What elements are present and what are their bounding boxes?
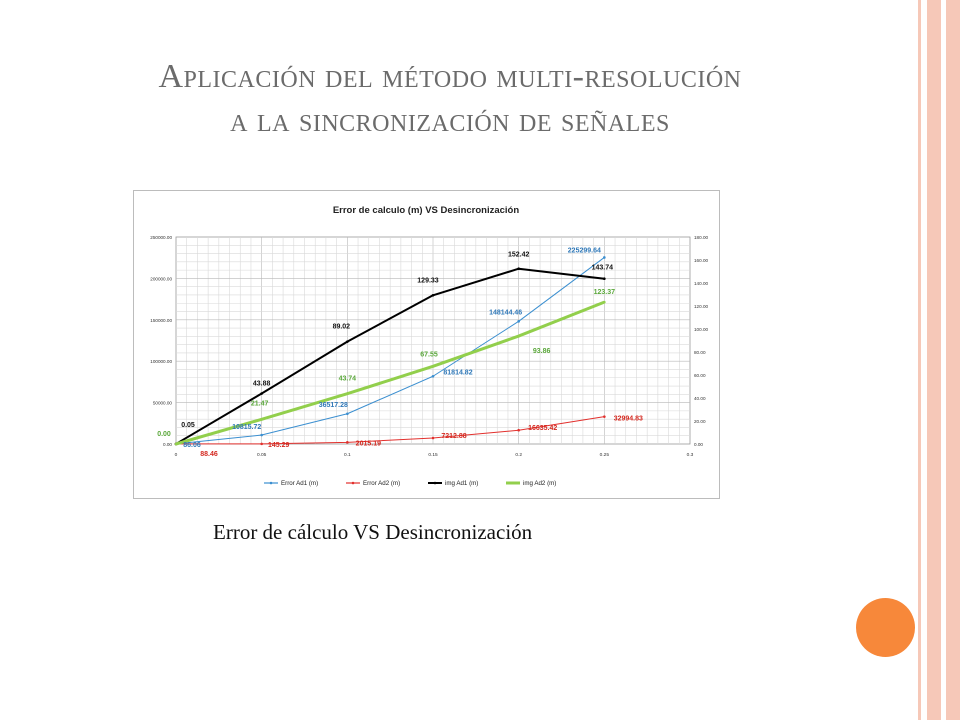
data-label: 145.29: [267, 441, 290, 449]
legend: [264, 480, 556, 487]
data-label: 16635.42: [528, 425, 558, 433]
legend-entry: Error Ad2 (m): [363, 480, 401, 488]
data-point: [175, 443, 178, 446]
x-tick-label: 0.3: [686, 453, 694, 458]
data-label: 21.47: [250, 400, 269, 408]
legend-marker: [512, 482, 515, 485]
y-left-tick-label: 0.00: [163, 442, 172, 447]
data-label: 43.74: [338, 375, 357, 383]
data-point: [432, 437, 435, 440]
data-label: 67.55: [420, 351, 438, 359]
chart-title: Error de calculo (m) VS Desincronización: [332, 205, 520, 216]
legend-marker: [352, 482, 355, 485]
y-right-tick-label: 60.00: [694, 373, 706, 378]
data-point: [432, 375, 435, 378]
legend-marker: [270, 482, 273, 485]
y-left-tick-label: 250000.00: [150, 235, 172, 240]
data-label: 32994.83: [613, 415, 643, 423]
decorative-circle: [856, 598, 915, 657]
data-point: [517, 267, 520, 270]
figure-caption: Error de cálculo VS Desincronización: [213, 520, 533, 544]
x-tick-label: 0.05: [256, 453, 267, 458]
line-chart: [134, 191, 719, 498]
y-right-tick-label: 40.00: [694, 396, 706, 401]
x-tick-label: 0.1: [343, 453, 351, 458]
side-stripe-edge: [946, 0, 960, 720]
data-point: [346, 340, 349, 343]
data-label: 225299.64: [567, 247, 601, 255]
data-point: [603, 301, 606, 304]
data-point: [517, 335, 520, 338]
data-label: 43.88: [252, 380, 271, 388]
data-point: [260, 392, 263, 395]
data-point: [432, 365, 435, 368]
data-label: 10815.72: [232, 424, 262, 432]
data-label: 143.74: [591, 264, 614, 272]
data-label: 7212.88: [441, 433, 467, 441]
data-point: [346, 392, 349, 395]
y-left-tick-label: 200000.00: [150, 276, 172, 282]
y-right-tick-label: 0.00: [694, 442, 703, 447]
data-label: 152.42: [507, 251, 530, 259]
legend-entry: img Ad1 (m): [445, 480, 479, 488]
y-right-tick-label: 120.00: [694, 304, 709, 309]
data-label: 2015.19: [355, 440, 381, 448]
data-label: 36517.28: [318, 401, 348, 409]
legend-entry: img Ad2 (m): [523, 480, 557, 488]
y-right-tick-label: 100.00: [694, 327, 709, 332]
data-label: 89.02: [332, 323, 351, 331]
slide-title-line-1: Aplicación del método multi-resolución: [158, 58, 742, 95]
y-right-tick-label: 180.00: [694, 235, 709, 240]
data-point: [346, 441, 349, 444]
y-left-tick-label: 50000.00: [152, 400, 172, 406]
data-point: [603, 415, 606, 418]
data-label: 148144.46: [489, 309, 523, 317]
data-label: 129.33: [417, 277, 439, 285]
data-label: 0.05: [181, 421, 195, 429]
data-label: 86.06: [183, 441, 201, 449]
y-right-tick-label: 160.00: [694, 258, 709, 263]
data-point: [260, 418, 263, 421]
x-tick-label: 0: [174, 453, 178, 458]
data-point: [517, 429, 520, 432]
data-label: 93.86: [532, 348, 551, 356]
y-left-tick-label: 150000.00: [150, 317, 172, 323]
slide-title-line-2: a la sincronización de señales: [230, 102, 670, 139]
data-label: 81814.82: [443, 369, 473, 377]
side-stripe-wide: [927, 0, 941, 720]
data-point: [260, 434, 263, 437]
data-point: [346, 412, 349, 415]
y-right-tick-label: 20.00: [694, 419, 706, 424]
chart-container: [133, 190, 720, 499]
data-label: 88.46: [200, 450, 218, 458]
data-point: [432, 294, 435, 297]
data-label: 0.00: [157, 431, 171, 438]
x-tick-label: 0.15: [428, 453, 438, 458]
legend-marker: [434, 482, 437, 485]
data-point: [260, 443, 263, 446]
y-left-tick-label: 100000.00: [150, 359, 172, 365]
x-tick-label: 0.25: [599, 453, 610, 458]
data-point: [603, 277, 606, 280]
legend-entry: Error Ad1 (m): [281, 480, 319, 488]
data-point: [603, 256, 606, 259]
x-tick-label: 0.2: [515, 453, 523, 458]
side-stripe-thin: [918, 0, 921, 720]
data-point: [517, 320, 520, 323]
y-right-tick-label: 80.00: [694, 350, 706, 355]
y-right-tick-label: 140.00: [694, 281, 709, 286]
data-label: 123.37: [593, 289, 616, 297]
